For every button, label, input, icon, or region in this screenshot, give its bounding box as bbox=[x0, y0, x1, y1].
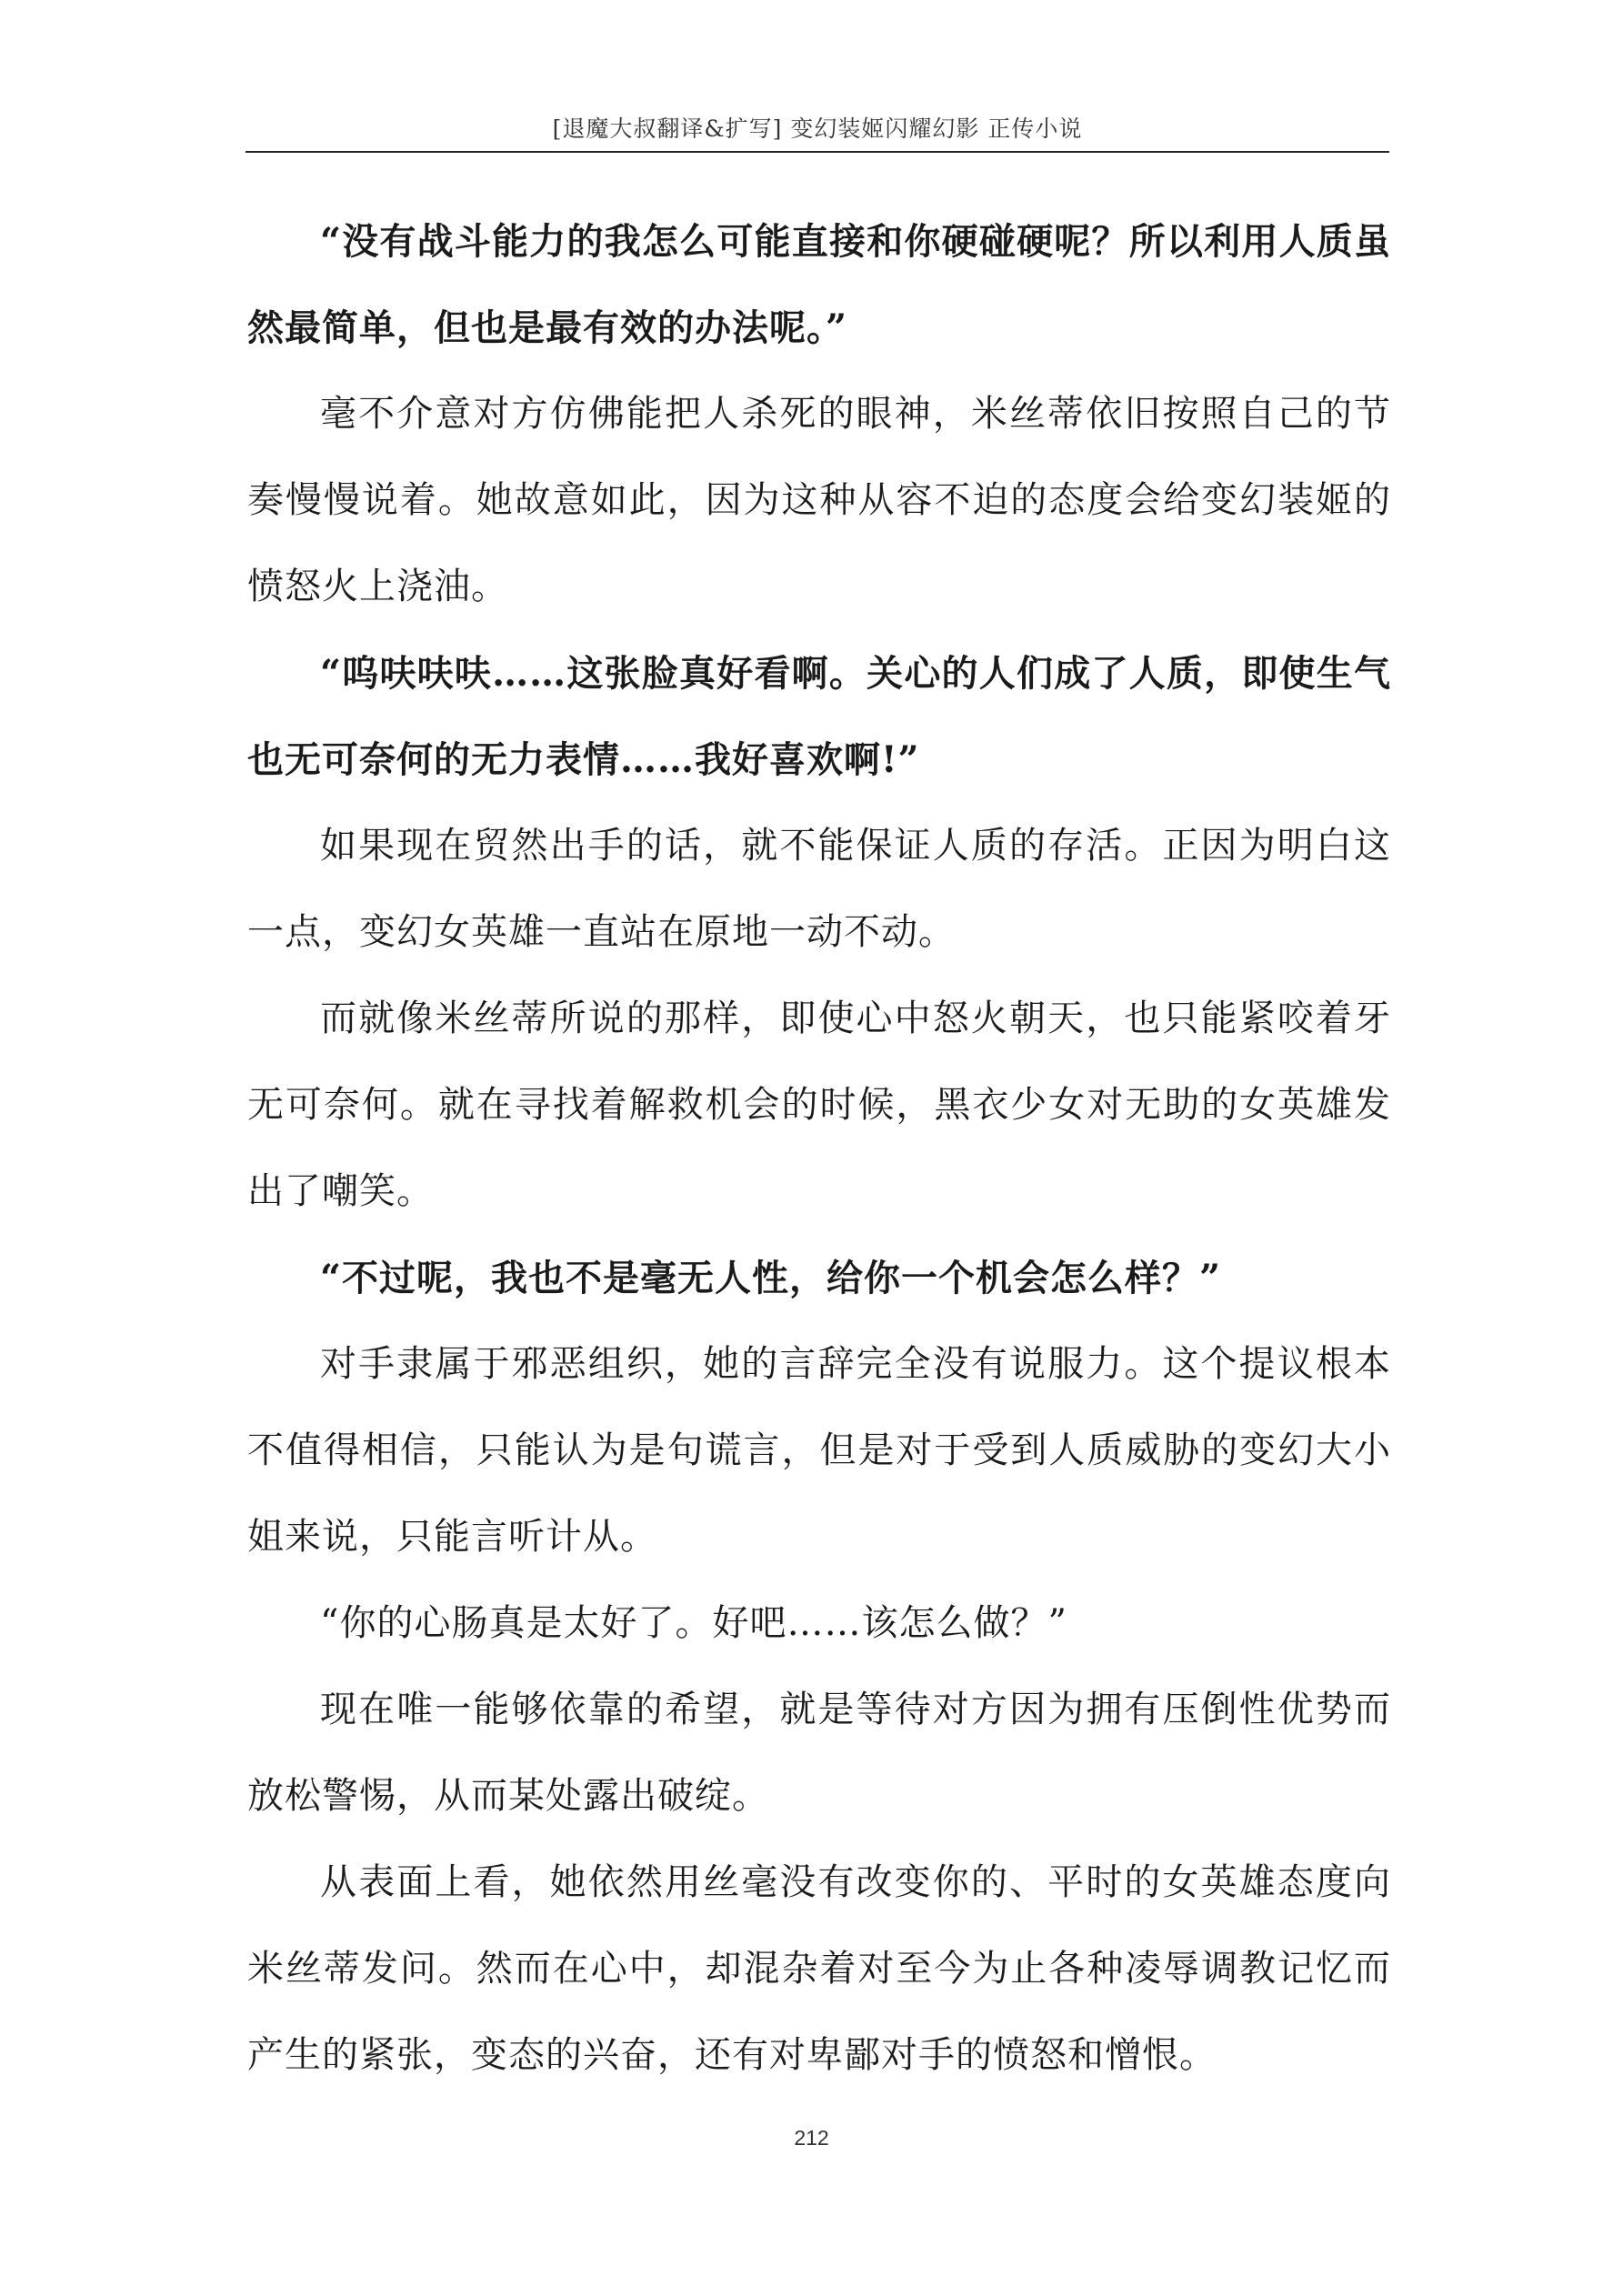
dialogue-paragraph: “不过呢，我也不是毫无人性，给你一个机会怎么样？” bbox=[320, 1257, 1222, 1299]
page-body bbox=[247, 198, 1391, 2099]
narration-paragraph: 从表面上看，她依然用丝毫没有改变你的、平时的女英雄态度向米丝蒂发问。然而在心中，却混杂着对至今为止各种凌辱调教记忆而产生的紧张，变态的兴奋，还有对卑鄙对手的愤怒和憎恨。 bbox=[247, 1861, 1391, 2076]
narration-paragraph: 毫不介意对方仿佛能把人杀死的眼神，米丝蒂依旧按照自己的节奏慢慢说着。她故意如此，因为这种从容不迫的态度会给变幻装姬的愤怒火上浇油。 bbox=[247, 393, 1391, 607]
page-number: 212 bbox=[794, 2126, 829, 2150]
dialogue-paragraph: “没有战斗能力的我怎么可能直接和你硬碰硬呢？所以利用人质虽然最简单，但也是最有效的办法呢。” bbox=[247, 220, 1391, 349]
header-title: [退魔大叔翻译&扩写] 变幻装姬闪耀幻影 正传小说 bbox=[552, 115, 1083, 142]
narration-paragraph: 对手隶属于邪恶组织，她的言辞完全没有说服力。这个提议根本不值得相信，只能认为是句谎言，但是对于受到人质威胁的变幻大小姐来说，只能言听计从。 bbox=[247, 1343, 1391, 1558]
page-header bbox=[245, 107, 1389, 153]
narration-paragraph: “你的心肠真是太好了。好吧……该怎么做？” bbox=[320, 1602, 1067, 1644]
dialogue-paragraph: “呜呋呋呋……这张脸真好看啊。关心的人们成了人质，即使生气也无可奈何的无力表情……我好喜欢啊!” bbox=[247, 652, 1391, 781]
narration-paragraph: 如果现在贸然出手的话，就不能保证人质的存活。正因为明白这一点，变幻女英雄一直站在原地一动不动。 bbox=[247, 825, 1391, 953]
narration-paragraph: 现在唯一能够依靠的希望，就是等待对方因为拥有压倒性优势而放松警惕，从而某处露出破绽。 bbox=[247, 1689, 1391, 1817]
narration-paragraph: 而就像米丝蒂所说的那样，即使心中怒火朝天，也只能紧咬着牙无可奈何。就在寻找着解救机会的时候，黑衣少女对无助的女英雄发出了嘲笑。 bbox=[247, 998, 1391, 1212]
